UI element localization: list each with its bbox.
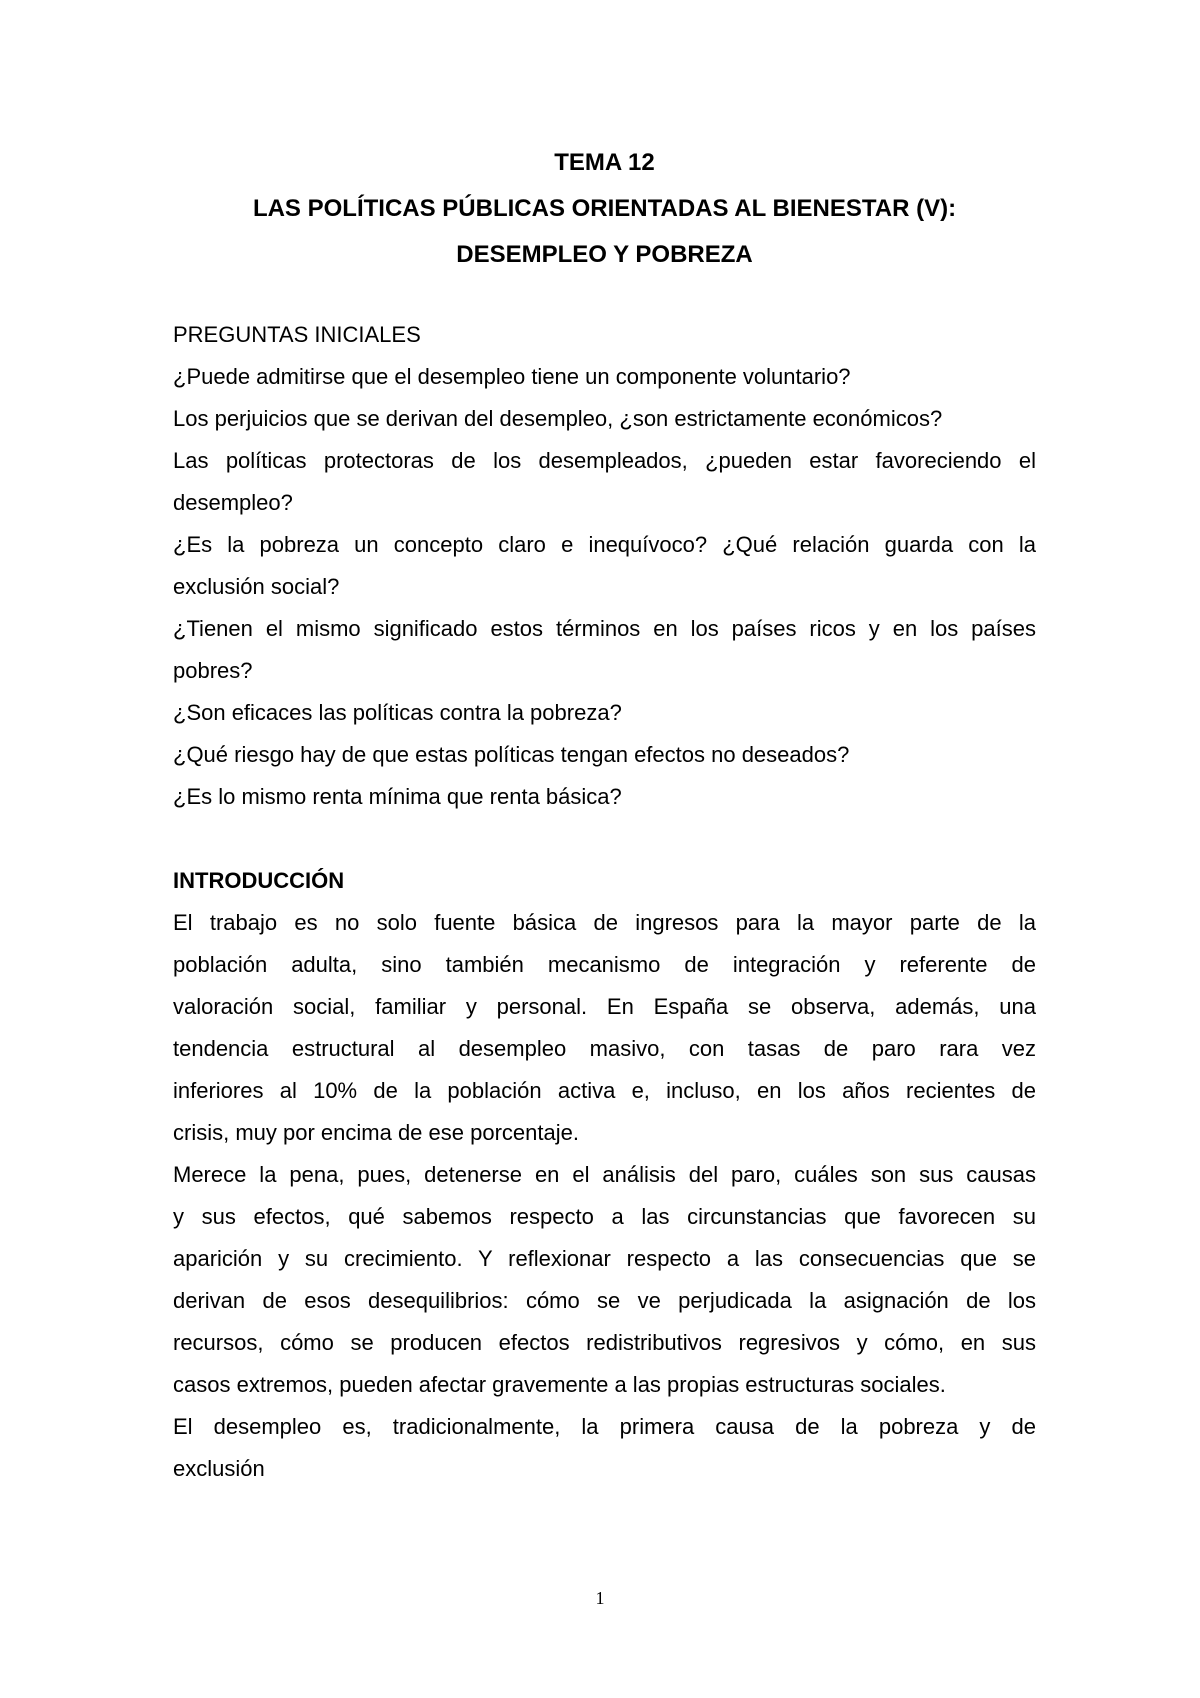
question-line: Los perjuicios que se derivan del desempleo, ¿son estrictamente económicos? [173,406,943,431]
introduction-heading: INTRODUCCIÓN [173,868,345,893]
questions-heading: PREGUNTAS INICIALES [173,322,421,347]
question-line: pobres? [173,658,253,683]
title-line-1: LAS POLÍTICAS PÚBLICAS ORIENTADAS AL BIENESTAR (V): [252,195,957,222]
paragraph-line: recursos, cómo se producen efectos redistributivos regresivos y cómo, en sus [173,1330,1036,1355]
paragraph-line: y sus efectos, qué sabemos respecto a las circunstancias que favorecen su [173,1204,1036,1229]
paragraph-line: población adulta, sino también mecanismo de integración y referente de [173,952,1036,977]
question-line: Las políticas protectoras de los desempleados, ¿pueden estar favoreciendo el [173,448,1036,473]
question-line: ¿Es la pobreza un concepto claro e inequívoco? ¿Qué relación guarda con la [173,532,1036,557]
question-line: ¿Puede admitirse que el desempleo tiene un componente voluntario? [173,364,851,389]
introduction-paragraph-3 [173,1406,1036,1490]
questions-section [173,314,1036,818]
paragraph-line: tendencia estructural al desempleo masivo, con tasas de paro rara vez [173,1036,1036,1061]
document-page [173,140,1036,1490]
paragraph-line: valoración social, familiar y personal. En España se observa, además, una [173,994,1036,1019]
paragraph-line: Merece la pena, pues, detenerse en el análisis del paro, cuáles son sus causas [173,1162,1036,1187]
paragraph-line: El desempleo es, tradicionalmente, la primera causa de la pobreza y de [173,1414,1036,1439]
topic-number: TEMA 12 [554,149,655,176]
paragraph-line: El trabajo es no solo fuente básica de ingresos para la mayor parte de la [173,910,1036,935]
question-line: ¿Son eficaces las políticas contra la pobreza? [173,700,622,725]
paragraph-line: derivan de esos desequilibrios: cómo se ve perjudicada la asignación de los [173,1288,1036,1313]
question-line: ¿Qué riesgo hay de que estas políticas tengan efectos no deseados? [173,742,850,767]
document-title [173,140,1036,278]
question-line: ¿Tienen el mismo significado estos términos en los países ricos y en los países [173,616,1036,641]
page-number: 1 [595,1588,605,1608]
question-line: ¿Es lo mismo renta mínima que renta básica? [173,784,622,809]
question-line: desempleo? [173,490,293,515]
paragraph-line: casos extremos, pueden afectar gravemente a las propias estructuras sociales. [173,1372,946,1397]
title-line-2: DESEMPLEO Y POBREZA [456,241,753,268]
introduction-section [173,860,1036,1490]
paragraph-line: inferiores al 10% de la población activa e, incluso, en los años recientes de [173,1078,1036,1103]
paragraph-line: crisis, muy por encima de ese porcentaje. [173,1120,579,1145]
introduction-paragraph-2 [173,1154,1036,1406]
introduction-paragraph-1 [173,902,1036,1154]
paragraph-line: exclusión [173,1456,265,1481]
question-line: exclusión social? [173,574,340,599]
paragraph-line: aparición y su crecimiento. Y reflexionar respecto a las consecuencias que se [173,1246,1036,1271]
